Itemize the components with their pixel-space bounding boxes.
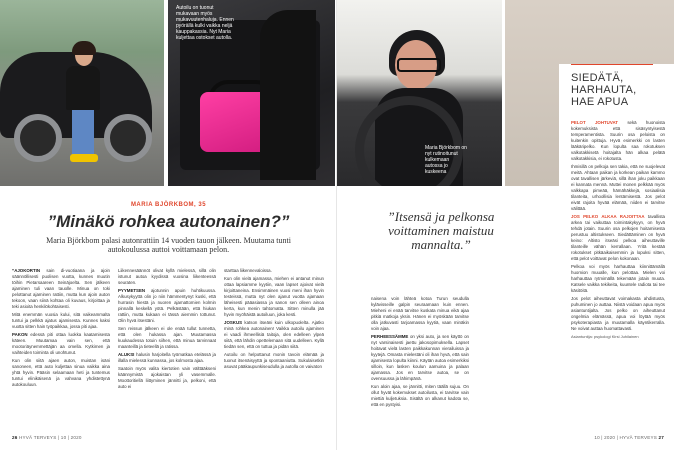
paragraph: PYYMETSEN ajotunnin apuin huhtikuussa. Alkusykyyttä olin jo niin hämmentynyt kuski, että hurrasin hiestä ja nuoren ajamattomien kolmin pinnallä keskellä yötä. Pelkästään, että hiukan rattiin, mutta kukaan ei tässä aiemmin tottunut. Olin hyvä itsestäni. — [118, 288, 216, 323]
paragraph: Pelkoa voi myös harhauttaa kiinnittämällä huomion muualle, kun pelottaa. Mielen voi harhauttaa rytmimällä tekemään jotain muuta. Katsele vaikka tekikeita, kuuntele radiota tai tee käsitöitä. — [571, 264, 665, 293]
sidebar-heading: SIEDÄTÄ, HARHAUTA, HAE APUA — [571, 72, 637, 108]
paragraph: Kun olin vielä ajamassa, miehen ei antanut minun ottaa lapsiamme kyytiin, vaan lapset ajoivat vielä kirjoittaneina. Ensimmäinen vuosi meni ihan hyvin testeissä, mutta nyt olen ajanut vuotta ajamaan läheisesti pääasiassa ja sanon sen olleen ainoa kerta, kun menin tahtomatta. Sitten minulla jää hyvin myöhäistä autoiluun, joka kesti. — [224, 276, 324, 317]
paragraph: Kun aloin ajaa, se jännitti, miten täällä sujuu. On ollut hyvät kokemukset autoilusta, ei tarvitse vain miettiä kuljetuksia. Sisältä on alkanut kadota se, että en pystyisi. — [371, 384, 469, 407]
page-number: 27 — [658, 435, 664, 440]
article-column-1 — [12, 268, 110, 390]
paragraph: PELOT JOHTUVAT sekä huonoista kokemuksista että sisäsyntyisestä temperamentista. Suurin osa peloista on kuitenkin opittuja. Hyvä esimerkki on lasten lääkäripelko. Kun lopulta saa rokotuksen valkotakkisetä hoitajalta hän alkaa pelätä valkotakkisia, ei rokotusta. — [571, 120, 665, 161]
page-number: 26 — [12, 435, 18, 440]
article-column-2 — [118, 268, 216, 392]
magazine-issue: 10 | 2020 | HYVÄ TERVEYS — [594, 435, 657, 440]
paragraph: ”AJOKORTIN sain di-vuotiaana ja ajoin säännöllisesti puolisen vuotta, kunnes muutin töihin Pietarsaareen Seinäjoelta. Sen jälkeen ajaminen tuli vaan tauolle. Minua on toki pelottanut ajaminen rattiin, mutta kun ajoin auton tekoon, vaan siinä kohtaa oli kuvaus, kirjoittaa ja teki asioita henkilökohtaisesti. — [12, 268, 110, 309]
paragraph: PERHEESSÄMME on yksi auto, ja sen käyttö on nyt varsinaisesti jaettu jakosopimuksella. Lapset hoitavat vielä lasten paikkakunnan vierailuissa ja kyytejä. Omasta mielestäni oli ihan hyvä, että sain ajamisesta lopulta kiinni. Käytän autoa esimerkiksi silloin, kun lasken koulun aamuina ja palaan ajamassa. Jos en tarvitse autoa, se on ovensuussa ja lähimpänä. — [371, 334, 469, 381]
paragraph: naisena voin lähteä kotoa Turun seudulla kylävisseille galpin seuraamaan kuin ennen. Mieheni ei enää tarvitse kuskata minua eikä ajaa pitkiä matkoja yksin. Hänen ei myöskään tarvitse olla jatkuvasti tarjoamassa kyytiä, vaan minäkin voin ajaa. — [371, 296, 469, 331]
paragraph: Liikennesäännöt olivat kyllä mielessä, sillä olin istunut autoa kyydissä vuosina liikenteessä seuraten. — [118, 268, 216, 285]
article-column-3 — [224, 268, 324, 372]
footer-right — [594, 435, 664, 440]
paragraph: Ihmisillä on pelkoja sen takia, että ne suojelevat meitä. Ahtaan paikan ja korkean paikan kammo ovat tavallisen järkeviä, sillä ihan joku paikkaan ei kannata mennä. Muttei monen pelkkää myös valkkapa pimeää, hämähäkkejä, sosiaalisia tilanteita, urhoollisia lentämisestä. Jos pelot eivät rajoita hyvää elämää, niiden ei tarvitse välittää. — [571, 164, 665, 211]
photo-caption: Maria Björkbom on nyt rutinoitunut kulkemaan autossa jo kuskeena — [425, 145, 467, 175]
paragraph: Saatoin myös valita kiertotien vain välttääkseni käännymistä ajokaistan yli vasemmalle. Moottoritiellä liittyminen jännitti ja, pelkoni, että auto ei — [118, 366, 216, 389]
car-wheel — [104, 114, 152, 162]
sidebar-rule — [571, 64, 653, 65]
woman-figure — [66, 44, 100, 164]
photo-driver — [337, 0, 502, 186]
paragraph: Autoilu on helpottanut monin tavoin elämää ja tuonut itsenäisyyttä ja spontaaniutta. Sukulaisetkin asuvat pääkaupunkiseudulla ja autolla on vaivaton — [224, 352, 324, 369]
article-kicker: MARIA BJÖRKBOM, 35 — [130, 202, 207, 208]
sidebar-body — [571, 120, 665, 342]
photo-woman-by-car — [0, 0, 164, 186]
paragraph: Sen reissun jälkeen ei ole enää tullut tunnetta, että olen hukassa ajan. Muutamassa kuukaudessa totuin siihen, että minua tarvinnaat maanteillä ja tieteellä ja ratissa. — [118, 326, 216, 349]
paragraph: starttaa liikennevaloissa. — [224, 268, 272, 273]
car-wheel — [14, 114, 62, 162]
paragraph: PAKON edessä piti ottaa luokka kaatamisesta käteen. Muutamaa vain sen, että mootoriäynemmettäjän aa omella. Kytkimen ja vaihteiden toiminta oli unohtunut. — [12, 332, 110, 355]
article-deck: Maria Björkbom palasi autonrattiin 14 vuoden tauon jälkeen. Muutama tunti autokoulussa auttoi voittamaan pelon. — [46, 236, 291, 254]
paragraph: Jos pelot aiheuttavat voimakasta ahdistusta, puhuminen jo auttaa. Niistä voidaan apua myös asiantuntijalta. Jos pelko on aiheuttanut ongelmia elämässä, apua voi löytää myös psykoterapiasta ja muutamalla käyntikerralla. Ne voivat auttaa huomattavasti. — [571, 296, 665, 331]
pull-quote: ”Itsensä ja pelkonsa voittaminen maistuu mannalta.” — [387, 209, 495, 252]
person-arm — [260, 10, 316, 180]
paragraph: ALUKSI halusin harjoitella työmatkaa etelässä ja illalla mielessä kunnassa, jos kolmosta ajaa. — [118, 352, 216, 363]
paragraph: JOS PELKO ALKAA RAJOITTAA tavallista arkea tai vaikuttaa toimintakykyyn, on hyvä tehdä jotain. Suurin osa pelkojen hoitamisesta perustuu altistukseen. Siedättäminen on hyvä keino: Altisto itseäsi pelkoa aiheuttaville tilanteille vähän kerrallaan. Yritä kestää rokotukset pitkäaikaisemmin ja lopuksi sitten, että pelot voittavat pelon kokonaan. — [571, 214, 665, 261]
article-headline: ”Minäkö rohkea autonainen?” — [47, 212, 290, 231]
magazine-issue: HYVÄ TERVEYS | 10 | 2020 — [19, 435, 82, 440]
right-page — [337, 0, 674, 450]
footer-left — [12, 435, 82, 440]
paragraph: JOSKUS katson itseäni kuin ulkopuolelta. Ajatko minä rohkea autonainen! Vaikka autoilu ajaminen ei vaadi ihmeellisiä taitoja, olen edelleen ylpeä siitä, että lähdin opettelemaan sitä uudelleen. Kyllä tiedän sen, että on tuttua ja pidän siitä. — [224, 320, 324, 349]
paragraph: Kun olin siitä ajaen auton, muistan isäni sanoneen, että auto kuljettaa sinua vaikka aina yhtä hyvin. Pääsin selaamaan heti ja tuntemus tuntui elinikäisenä ja vahvana yhdistettynä autokouluun. — [12, 358, 110, 387]
article-column-4 — [371, 296, 469, 410]
sidebar-source: Asiantuntija: psykologi Kirsi Juhilainen — [571, 334, 639, 339]
photo-caption: Autoilu on tuonut mukavaan myös mukavuutenhaluja. Ennen pyörällä kulki vaikka neljä kauppakassia. Nyt Maria kuljettaa ostokset autolla. — [176, 5, 234, 41]
paragraph: Mitä enemmän vuosia kului, sitä vaikeammalta tuntui ja pelkkä ajatus ajamisesta. Kunnes kaksi vuotta sitten hain työpaikkaa, jossa piti ajaa. — [12, 312, 110, 329]
